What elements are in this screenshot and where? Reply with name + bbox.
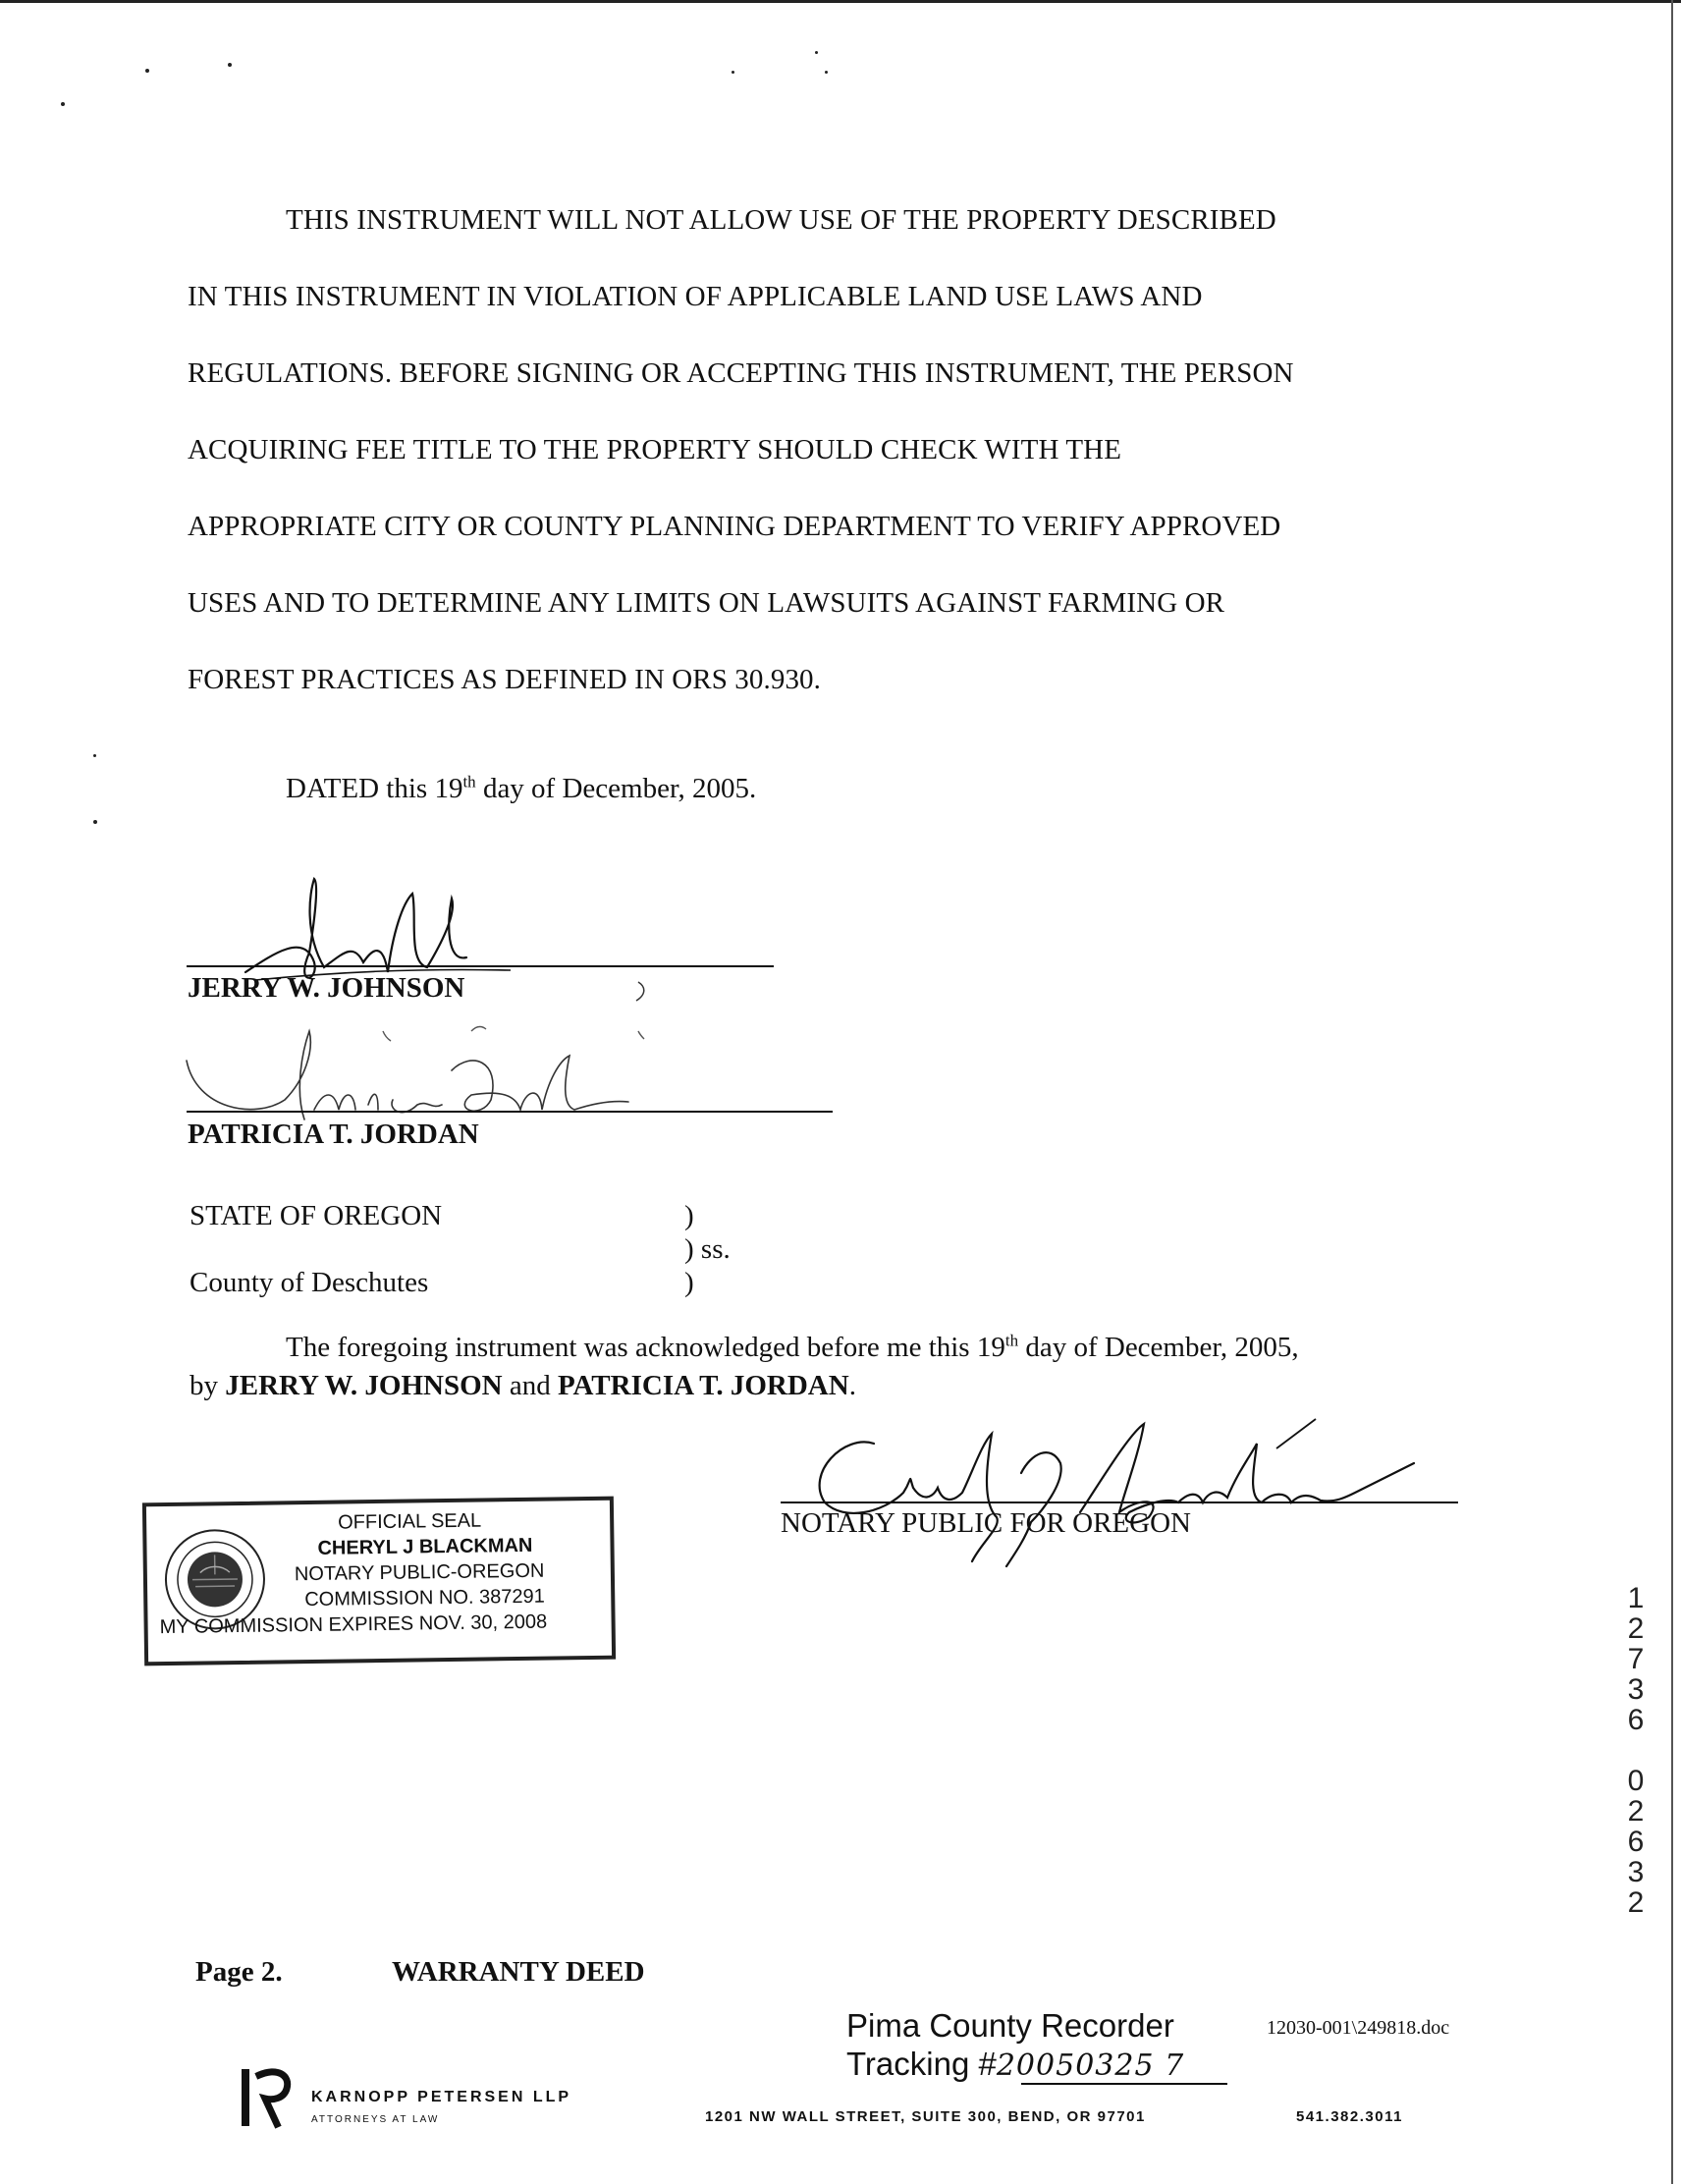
signer-name-jerry: JERRY W. JOHNSON	[188, 972, 465, 1004]
disclaimer-line: FOREST PRACTICES AS DEFINED IN ORS 30.930.	[188, 664, 821, 695]
dated-line	[286, 773, 756, 805]
scan-speck	[145, 69, 149, 73]
firm-address: 1201 NW WALL STREET, SUITE 300, BEND, OR 97701	[705, 2108, 1146, 2125]
footer-page-number: Page 2.	[195, 1956, 283, 1988]
acknowledgment-line-1	[286, 1332, 1299, 1364]
disclaimer-line: USES AND TO DETERMINE ANY LIMITS ON LAWSUITS AGAINST FARMING OR	[188, 587, 1225, 619]
rec-digit: 1	[1627, 1582, 1645, 1614]
footer-file-reference: 12030-001\249818.doc	[1267, 2017, 1450, 2039]
rec-digit: 0	[1627, 1765, 1645, 1797]
firm-subtitle: ATTORNEYS AT LAW	[311, 2114, 440, 2125]
venue-paren-top: )	[684, 1200, 694, 1231]
disclaimer-line: IN THIS INSTRUMENT IN VIOLATION OF APPLICABLE LAND USE LAWS AND	[188, 281, 1203, 312]
firm-phone: 541.382.3011	[1296, 2108, 1403, 2125]
tracking-underline	[1021, 2083, 1227, 2085]
venue-paren-bottom: )	[684, 1267, 694, 1298]
dated-ordinal: th	[462, 772, 476, 792]
footer-document-title: WARRANTY DEED	[392, 1956, 645, 1988]
official-seal-stamp	[142, 1497, 616, 1666]
disclaimer-line: REGULATIONS. BEFORE SIGNING OR ACCEPTING THIS INSTRUMENT, THE PERSON	[188, 357, 1294, 389]
scan-speck	[825, 71, 828, 74]
ack-name-patricia: PATRICIA T. JORDAN	[557, 1370, 849, 1401]
signature-line	[187, 965, 774, 967]
firm-name: KARNOPP PETERSEN LLP	[311, 2089, 572, 2105]
dated-rest: day of December, 2005.	[475, 773, 757, 804]
ack-end: .	[848, 1370, 856, 1401]
rec-digit: 3	[1627, 1673, 1645, 1706]
ack-name-jerry: JERRY W. JOHNSON	[225, 1370, 503, 1401]
rec-digit: 2	[1627, 1612, 1645, 1645]
rec-digit: 3	[1627, 1856, 1645, 1888]
seal-line-notary: NOTARY PUBLIC-OREGON	[294, 1559, 545, 1586]
ack-text: The foregoing instrument was acknowledged before me this 19	[286, 1332, 1005, 1363]
pen-mark	[628, 977, 658, 1007]
venue-ss: ) ss.	[684, 1233, 731, 1265]
signature-cheryl-blackman	[786, 1404, 1453, 1581]
scan-speck	[61, 102, 65, 106]
signature-line	[187, 1111, 833, 1113]
acknowledgment-line-2	[190, 1370, 856, 1402]
recorder-tracking	[846, 2046, 1184, 2083]
ack-ordinal: th	[1004, 1331, 1019, 1350]
rec-digit: 2	[1627, 1795, 1645, 1828]
rec-digit: 6	[1627, 1704, 1645, 1736]
scan-speck	[815, 51, 818, 54]
scan-speck	[228, 63, 232, 67]
rec-digit: 6	[1627, 1826, 1645, 1858]
scan-speck	[93, 820, 97, 824]
ack-and: and	[502, 1370, 558, 1401]
ack-by: by	[190, 1370, 226, 1401]
venue-county: County of Deschutes	[190, 1267, 429, 1298]
dated-prefix: DATED this 19	[286, 773, 463, 804]
signer-name-patricia: PATRICIA T. JORDAN	[188, 1119, 479, 1150]
scan-speck	[732, 71, 734, 74]
rec-digit: 7	[1627, 1643, 1645, 1675]
rec-digit: 2	[1627, 1886, 1645, 1919]
disclaimer-line: ACQUIRING FEE TITLE TO THE PROPERTY SHOULD CHECK WITH THE	[188, 434, 1122, 465]
seal-line-expires: MY COMMISSION EXPIRES NOV. 30, 2008	[159, 1611, 548, 1639]
notary-title: NOTARY PUBLIC FOR OREGON	[781, 1507, 1191, 1539]
scan-speck	[93, 754, 96, 757]
recording-number-vertical	[1616, 1583, 1655, 1918]
tracking-number-handwritten: 20050325 7	[996, 2048, 1185, 2083]
page-top-edge	[0, 0, 1681, 3]
seal-line-official-seal: OFFICIAL SEAL	[338, 1509, 482, 1534]
seal-line-name: CHERYL J BLACKMAN	[317, 1534, 533, 1559]
recorder-name: Pima County Recorder	[846, 2007, 1174, 2044]
ack-date: day of December, 2005,	[1018, 1332, 1299, 1363]
disclaimer-line: THIS INSTRUMENT WILL NOT ALLOW USE OF THE PROPERTY DESCRIBED	[286, 204, 1276, 236]
tracking-label: Tracking #	[846, 2046, 997, 2082]
notary-signature-line	[781, 1502, 1458, 1503]
karnopp-petersen-logo-icon	[238, 2065, 298, 2130]
venue-state: STATE OF OREGON	[190, 1200, 443, 1231]
page-right-edge	[1671, 0, 1673, 2184]
seal-line-commission: COMMISSION NO. 387291	[304, 1585, 545, 1611]
disclaimer-line: APPROPRIATE CITY OR COUNTY PLANNING DEPARTMENT TO VERIFY APPROVED	[188, 511, 1281, 542]
rec-gap	[1616, 1735, 1655, 1766]
